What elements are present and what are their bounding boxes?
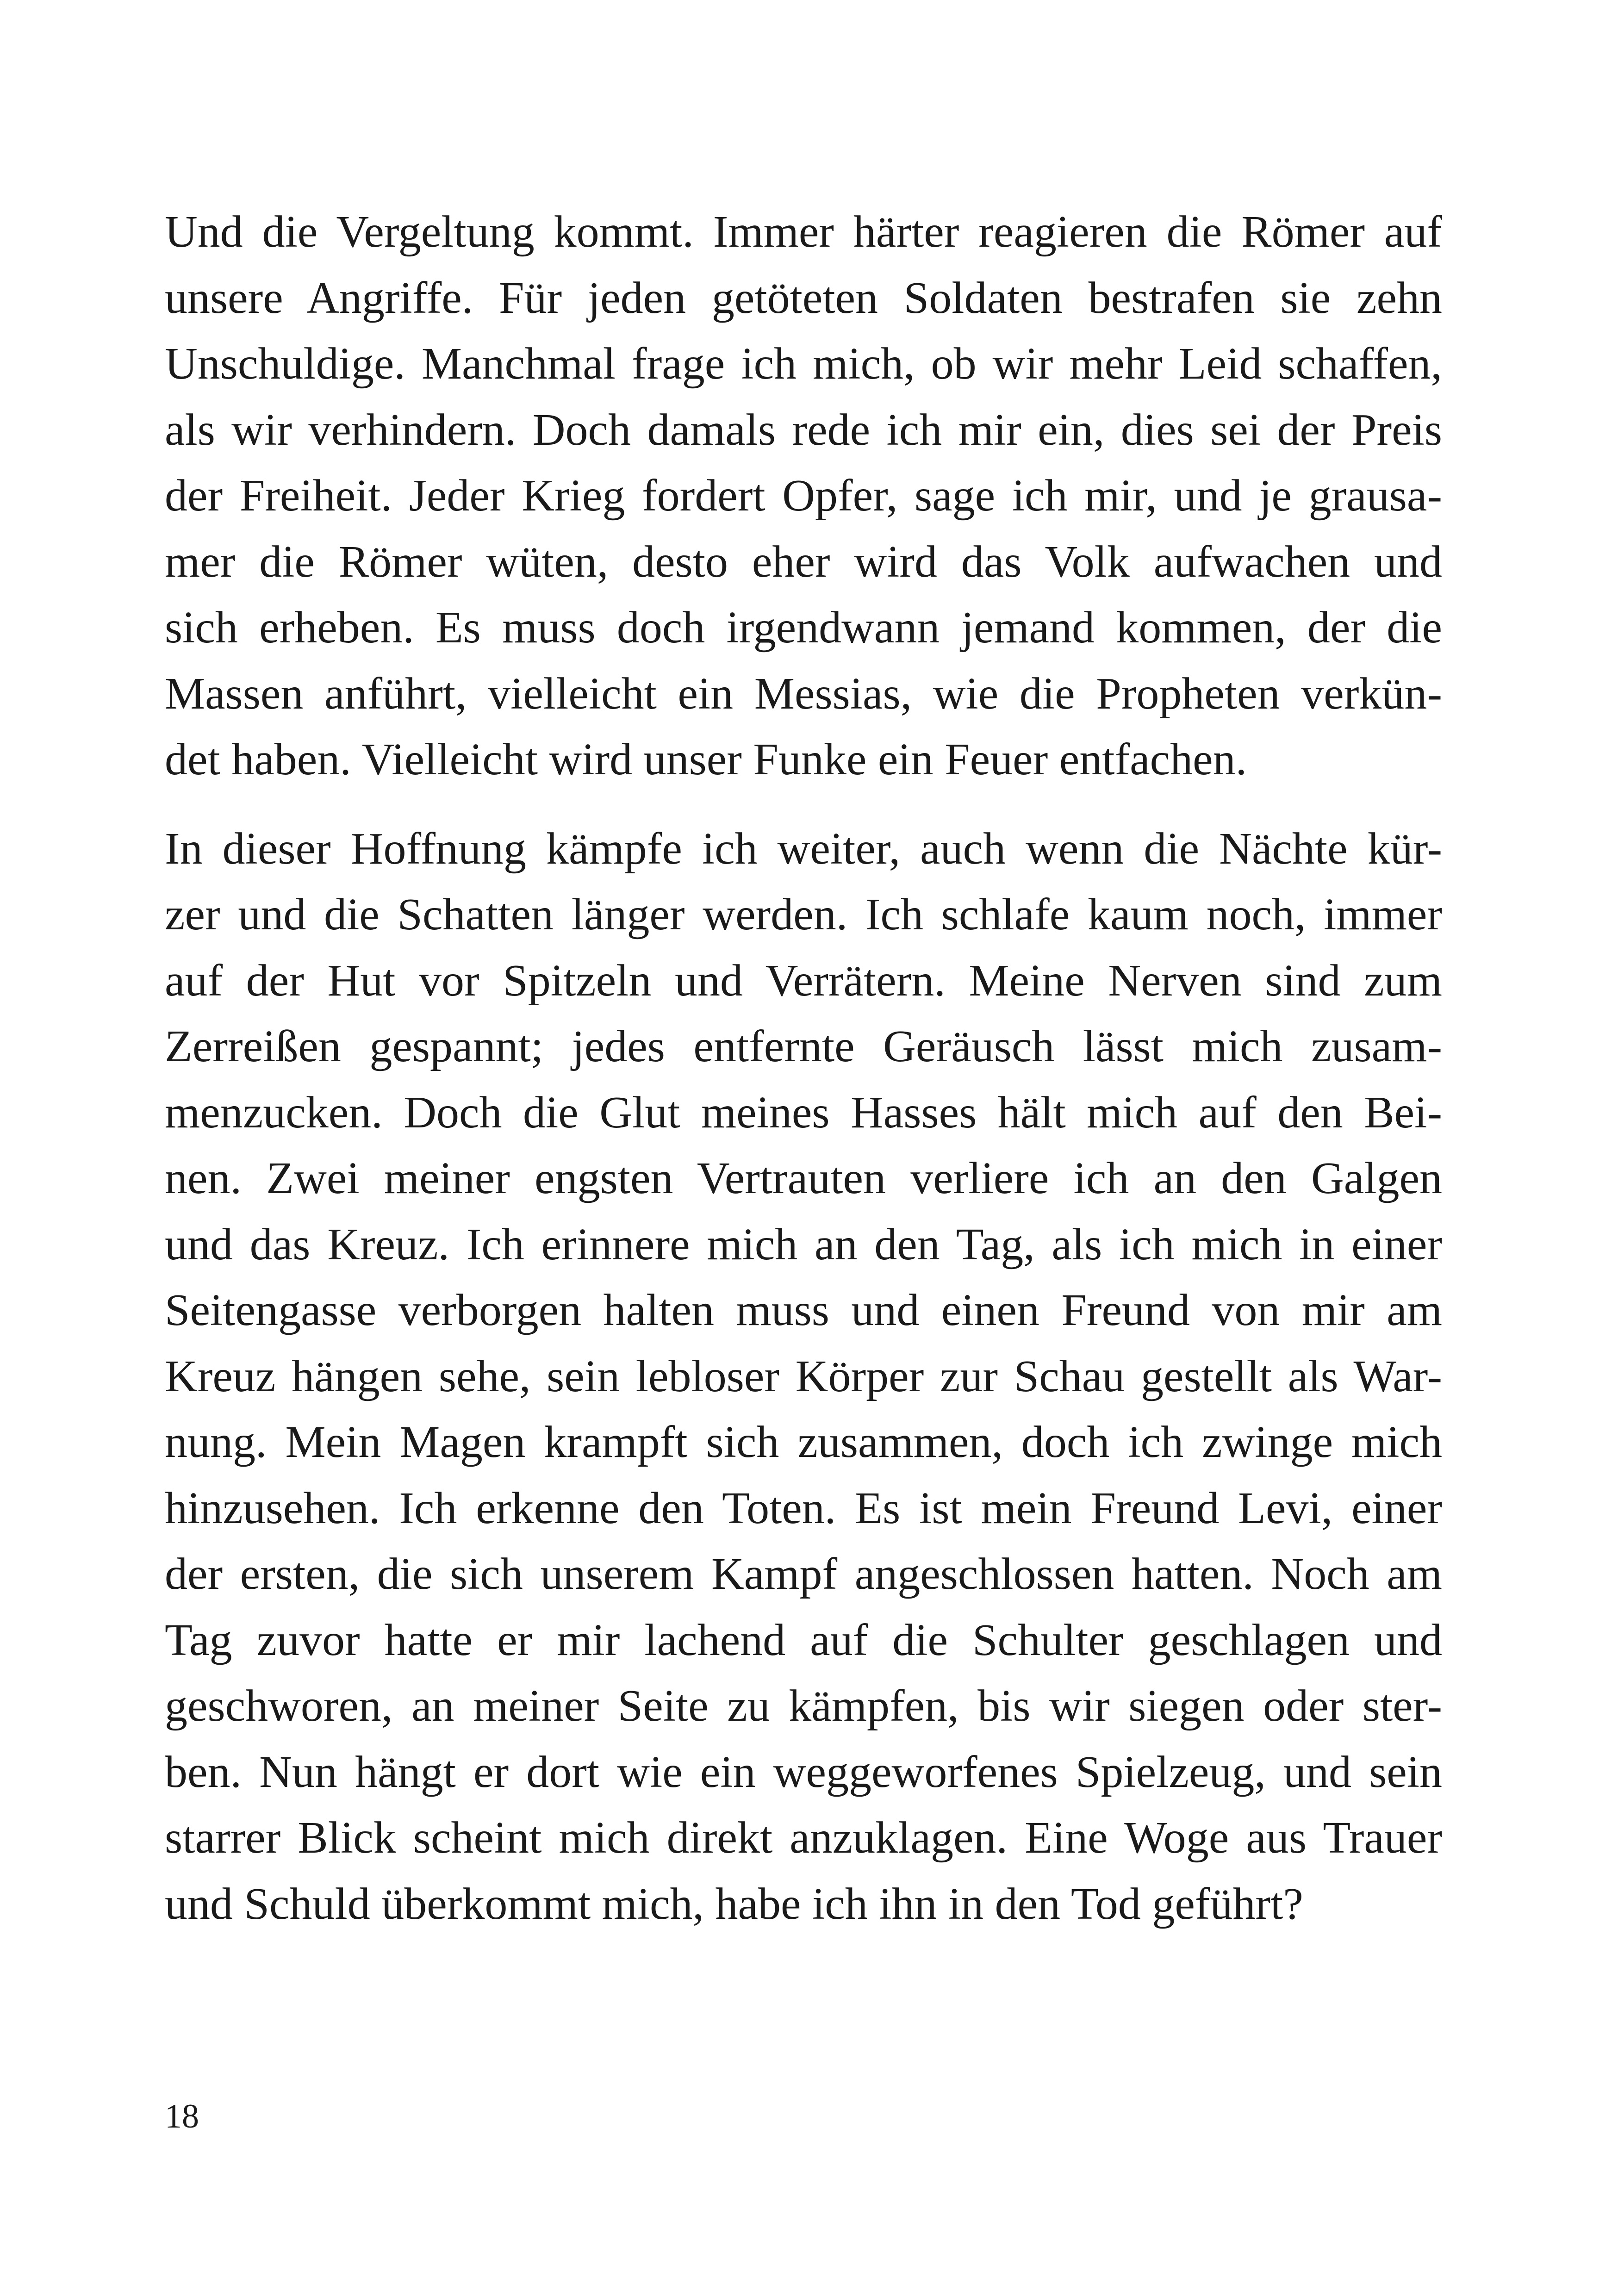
paragraph-1 [165, 199, 1442, 793]
text-line: ben. Nun hängt er dort wie ein weggeworfenes Spielzeug, und sein [165, 1747, 1442, 1797]
text-line: starrer Blick scheint mich direkt anzuklagen. Eine Woge aus Trauer [165, 1813, 1442, 1863]
text-line: als wir verhindern. Doch damals rede ich mir ein, dies sei der Preis [165, 404, 1442, 455]
paragraph-2 [165, 816, 1442, 1937]
page-number: 18 [165, 2097, 199, 2135]
text-line: nung. Mein Magen krampft sich zusammen, doch ich zwinge mich [165, 1417, 1442, 1467]
text-line: Unschuldige. Manchmal frage ich mich, ob wir mehr Leid schaffen, [165, 339, 1442, 389]
text-line: nen. Zwei meiner engsten Vertrauten verliere ich an den Galgen [165, 1153, 1442, 1203]
text-line: und Schuld überkommt mich, habe ich ihn in den Tod geführt? [165, 1879, 1303, 1929]
text-line: der Freiheit. Jeder Krieg fordert Opfer, sage ich mir, und je grausa- [165, 471, 1442, 521]
text-line: Zerreißen gespannt; jedes entfernte Geräusch lässt mich zusam- [165, 1021, 1442, 1071]
text-line: geschworen, an meiner Seite zu kämpfen, bis wir siegen oder ster- [165, 1681, 1442, 1731]
paragraph-spacer [165, 793, 1442, 816]
text-line: In dieser Hoffnung kämpfe ich weiter, auch wenn die Nächte kür- [165, 823, 1442, 874]
text-line: Seitengasse verborgen halten muss und einen Freund von mir am [165, 1285, 1442, 1335]
text-line: Tag zuvor hatte er mir lachend auf die Schulter geschlagen und [165, 1615, 1442, 1665]
text-line: Kreuz hängen sehe, sein lebloser Körper zur Schau gestellt als War- [165, 1351, 1442, 1401]
text-line: und das Kreuz. Ich erinnere mich an den Tag, als ich mich in einer [165, 1219, 1442, 1269]
text-line: unsere Angriffe. Für jeden getöteten Soldaten bestrafen sie zehn [165, 273, 1442, 323]
text-line: Und die Vergeltung kommt. Immer härter reagieren die Römer auf [165, 207, 1442, 257]
text-line: Massen anführt, vielleicht ein Messias, wie die Propheten verkün- [165, 668, 1442, 719]
body-text [165, 199, 1442, 1937]
text-line: der ersten, die sich unserem Kampf angeschlossen hatten. Noch am [165, 1549, 1442, 1599]
text-line: auf der Hut vor Spitzeln und Verrätern. Meine Nerven sind zum [165, 955, 1442, 1006]
text-line: mer die Römer wüten, desto eher wird das Volk aufwachen und [165, 536, 1442, 587]
text-line: menzucken. Doch die Glut meines Hasses hält mich auf den Bei- [165, 1087, 1442, 1138]
text-line: det haben. Vielleicht wird unser Funke ein Feuer entfachen. [165, 734, 1247, 784]
text-line: zer und die Schatten länger werden. Ich schlafe kaum noch, immer [165, 890, 1442, 940]
text-line: hinzusehen. Ich erkenne den Toten. Es ist mein Freund Levi, einer [165, 1483, 1442, 1533]
text-line: sich erheben. Es muss doch irgendwann jemand kommen, der die [165, 603, 1442, 653]
